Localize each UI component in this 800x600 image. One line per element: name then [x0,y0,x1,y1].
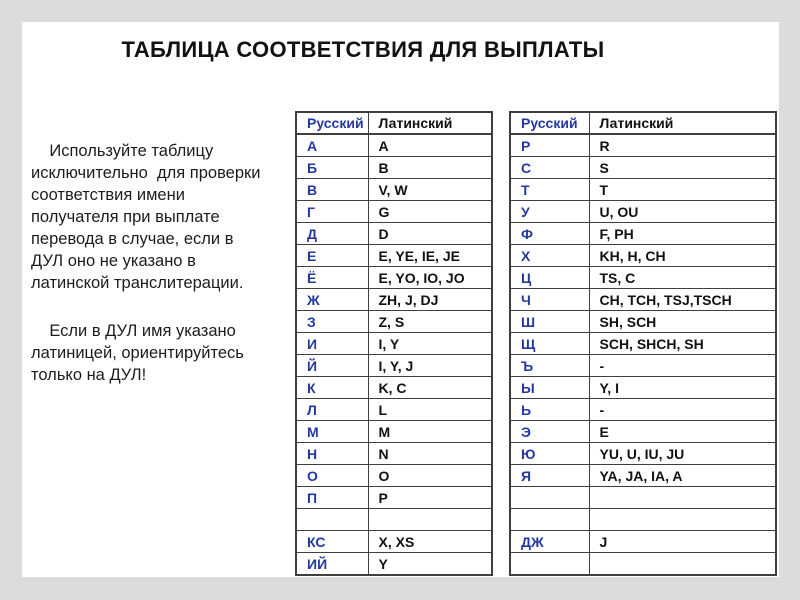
table-row [296,553,492,576]
cell-russian-letter [510,553,589,576]
table-row [296,267,492,289]
cell-russian-letter: М [296,421,368,443]
cell-latin-variants: ZH, J, DJ [368,289,492,311]
table-row [510,223,776,245]
cell-latin-variants: - [589,399,776,421]
column-header-latin: Латинский [368,112,492,134]
cell-russian-letter: Ц [510,267,589,289]
table-row [510,333,776,355]
cell-latin-variants: CH, TCH, TSJ,TSCH [589,289,776,311]
cell-latin-variants [368,509,492,531]
cell-russian-letter: К [296,377,368,399]
transliteration-table-right [509,111,777,576]
text-line: ДУЛ оно не указано в [31,252,196,270]
cell-russian-letter: Ы [510,377,589,399]
cell-latin-variants: N [368,443,492,465]
cell-russian-letter: Ё [296,267,368,289]
table-row [296,201,492,223]
column-header-latin: Латинский [589,112,776,134]
cell-latin-variants: G [368,201,492,223]
cell-latin-variants: I, Y, J [368,355,492,377]
cell-latin-variants: E, YO, IO, JO [368,267,492,289]
cell-latin-variants: YU, U, IU, JU [589,443,776,465]
cell-latin-variants: V, W [368,179,492,201]
cell-russian-letter: Ф [510,223,589,245]
table-row [510,465,776,487]
cell-russian-letter: Ж [296,289,368,311]
cell-russian-letter: У [510,201,589,223]
cell-latin-variants [589,509,776,531]
cell-latin-variants: D [368,223,492,245]
cell-latin-variants: X, XS [368,531,492,553]
text-line: соответствия имени [31,186,185,204]
cell-russian-letter: КС [296,531,368,553]
cell-russian-letter: Ь [510,399,589,421]
cell-latin-variants: F, PH [589,223,776,245]
table-row [510,487,776,509]
cell-latin-variants [589,553,776,576]
cell-latin-variants: U, OU [589,201,776,223]
text-line: Если в ДУЛ имя указано [31,322,236,340]
table-row [510,179,776,201]
table-row [296,465,492,487]
table-row [510,245,776,267]
cell-russian-letter: Х [510,245,589,267]
table-row [510,377,776,399]
cell-latin-variants: SCH, SHCH, SH [589,333,776,355]
cell-russian-letter: Н [296,443,368,465]
table-row [296,179,492,201]
table-row [510,531,776,553]
table-row [296,245,492,267]
table-header-row [510,112,776,134]
cell-russian-letter: Л [296,399,368,421]
cell-russian-letter: Р [510,134,589,157]
intro-paragraph-2 [31,320,287,386]
cell-latin-variants: B [368,157,492,179]
cell-russian-letter: Д [296,223,368,245]
table-row [296,355,492,377]
cell-russian-letter: Щ [510,333,589,355]
table-row [510,399,776,421]
table-row [510,157,776,179]
cell-latin-variants: M [368,421,492,443]
intro-paragraph-1 [31,140,287,294]
cell-russian-letter: З [296,311,368,333]
cell-russian-letter: Ч [510,289,589,311]
page-title: ТАБЛИЦА СООТВЕТСТВИЯ ДЛЯ ВЫПЛАТЫ [121,37,605,62]
cell-russian-letter: П [296,487,368,509]
cell-russian-letter: Ъ [510,355,589,377]
cell-russian-letter: А [296,134,368,157]
table-row [510,443,776,465]
cell-russian-letter: Я [510,465,589,487]
cell-latin-variants: Y, I [589,377,776,399]
text-line: исключительно для проверки [31,164,261,182]
cell-russian-letter: Е [296,245,368,267]
table-row [296,531,492,553]
table-row [510,553,776,576]
table-row [296,311,492,333]
cell-russian-letter [510,509,589,531]
cell-russian-letter: С [510,157,589,179]
table-row [510,201,776,223]
table-row [510,267,776,289]
table-row [510,509,776,531]
cell-latin-variants: E, YE, IE, JE [368,245,492,267]
cell-russian-letter: Б [296,157,368,179]
table-row [296,134,492,157]
text-line: латинской транслитерации. [31,274,244,292]
table-row [296,421,492,443]
cell-russian-letter: Э [510,421,589,443]
table-row [296,333,492,355]
text-line: перевода в случае, если в [31,230,234,248]
cell-latin-variants: K, C [368,377,492,399]
transliteration-table-left [295,111,493,576]
cell-russian-letter: ДЖ [510,531,589,553]
cell-latin-variants: SH, SCH [589,311,776,333]
cell-latin-variants: R [589,134,776,157]
table-row [296,223,492,245]
cell-latin-variants: YA, JA, IA, A [589,465,776,487]
intro-text [31,140,287,386]
cell-latin-variants: Z, S [368,311,492,333]
text-line: Используйте таблицу [31,142,214,160]
text-line: получателя при выплате [31,208,220,226]
cell-russian-letter: Ю [510,443,589,465]
table-row [296,157,492,179]
cell-latin-variants: T [589,179,776,201]
cell-russian-letter: Ш [510,311,589,333]
cell-latin-variants: TS, C [589,267,776,289]
table-row [296,487,492,509]
cell-russian-letter: Г [296,201,368,223]
cell-latin-variants: E [589,421,776,443]
table-row [510,355,776,377]
cell-russian-letter: Т [510,179,589,201]
table-row [296,399,492,421]
table-row [510,134,776,157]
cell-latin-variants: S [589,157,776,179]
text-line: латиницей, ориентируйтесь [31,344,244,362]
cell-latin-variants [589,487,776,509]
cell-latin-variants: KH, H, CH [589,245,776,267]
table-row [296,509,492,531]
cell-russian-letter [296,509,368,531]
cell-latin-variants: L [368,399,492,421]
column-header-russian: Русский [510,112,589,134]
cell-latin-variants: - [589,355,776,377]
cell-latin-variants: I, Y [368,333,492,355]
table-row [296,443,492,465]
cell-latin-variants: P [368,487,492,509]
table-row [510,421,776,443]
cell-russian-letter: Й [296,355,368,377]
cell-latin-variants: O [368,465,492,487]
cell-russian-letter: И [296,333,368,355]
cell-russian-letter: В [296,179,368,201]
cell-latin-variants: A [368,134,492,157]
cell-russian-letter: ИЙ [296,553,368,576]
text-line: только на ДУЛ! [31,366,147,384]
table-header-row [296,112,492,134]
table-row [510,311,776,333]
cell-russian-letter [510,487,589,509]
table-row [296,289,492,311]
table-row [510,289,776,311]
cell-russian-letter: О [296,465,368,487]
cell-latin-variants: J [589,531,776,553]
cell-latin-variants: Y [368,553,492,576]
column-header-russian: Русский [296,112,368,134]
table-row [296,377,492,399]
